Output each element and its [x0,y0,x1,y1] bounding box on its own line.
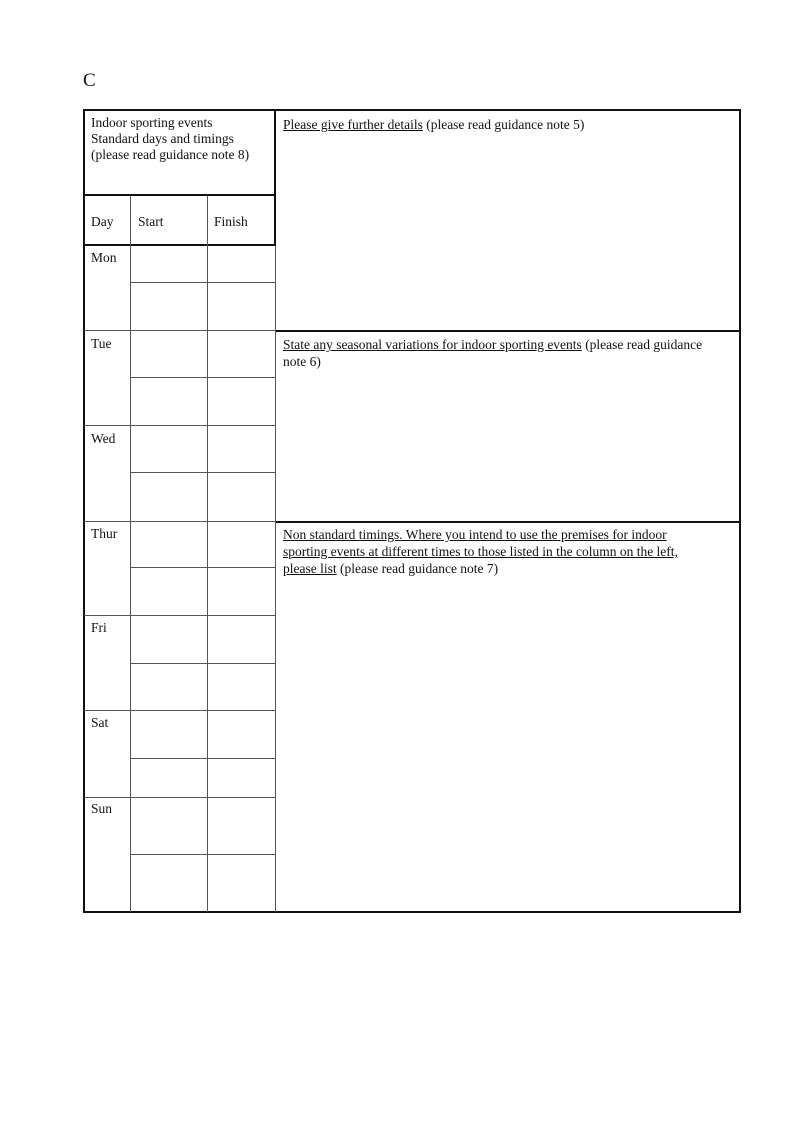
header-line-2: Standard days and timings [91,131,234,146]
sun-finish-2-field[interactable] [208,855,275,911]
thur-start-1-field[interactable] [131,522,207,567]
mon-start-2-field[interactable] [131,283,207,330]
mon-finish-2-field[interactable] [208,283,275,330]
mon-start-1-field[interactable] [131,247,207,282]
sun-start-1-field[interactable] [131,798,207,854]
sat-start-1-field[interactable] [131,711,207,758]
mon-finish-1-field[interactable] [208,247,275,282]
left-block-right-border [274,109,276,246]
fri-finish-2-field[interactable] [208,664,275,710]
sat-start-2-field[interactable] [131,759,207,797]
tue-start-2-field[interactable] [131,378,207,425]
column-header-finish: Finish [214,214,248,229]
further-details-note [283,116,733,133]
right-panel-divider [275,246,276,912]
further-details-title: Please give further details [283,117,423,132]
wed-finish-2-field[interactable] [208,473,275,521]
column-header-start: Start [138,214,164,229]
day-label-mon: Mon [91,250,117,265]
sun-start-2-field[interactable] [131,855,207,911]
sun-finish-1-field[interactable] [208,798,275,854]
right-panel-divider-2 [276,521,740,523]
tue-start-1-field[interactable] [131,331,207,377]
sat-finish-1-field[interactable] [208,711,275,758]
wed-finish-1-field[interactable] [208,426,275,472]
standard-timings-header [91,115,249,163]
column-header-day: Day [91,214,114,229]
thur-finish-1-field[interactable] [208,522,275,567]
fri-start-2-field[interactable] [131,664,207,710]
non-standard-timings-note [283,526,703,577]
column-header-bottom-border [83,244,276,246]
tue-finish-1-field[interactable] [208,331,275,377]
day-label-wed: Wed [91,431,116,446]
seasonal-variations-guidance: (please read guidance note 6) [283,337,703,369]
thur-start-2-field[interactable] [131,568,207,615]
day-label-tue: Tue [91,336,112,351]
seasonal-variations-note [283,336,728,370]
section-letter: C [83,70,96,91]
thur-finish-2-field[interactable] [208,568,275,615]
further-details-guidance: (please read guidance note 5) [422,117,585,132]
wed-start-1-field[interactable] [131,426,207,472]
non-standard-timings-title: Non standard timings. Where you intend to use the premises for indoor sporting events at different times to those listed in the column on the left, please list [283,527,678,576]
header-line-1: Indoor sporting events [91,115,213,130]
wed-start-2-field[interactable] [131,473,207,521]
header-line-3: (please read guidance note 8) [91,147,250,162]
right-panel-divider-1 [276,330,740,332]
day-label-fri: Fri [91,620,107,635]
non-standard-timings-field[interactable] [277,580,739,910]
seasonal-variations-field[interactable] [277,372,739,520]
fri-finish-1-field[interactable] [208,616,275,663]
day-label-sat: Sat [91,715,109,730]
seasonal-variations-title: State any seasonal variations for indoor sporting events [283,337,582,352]
non-standard-timings-guidance: (please read guidance note 7) [336,561,499,576]
further-details-field[interactable] [277,136,739,329]
sat-finish-2-field[interactable] [208,759,275,797]
day-label-sun: Sun [91,801,113,816]
fri-start-1-field[interactable] [131,616,207,663]
day-label-thur: Thur [91,526,118,541]
tue-finish-2-field[interactable] [208,378,275,425]
